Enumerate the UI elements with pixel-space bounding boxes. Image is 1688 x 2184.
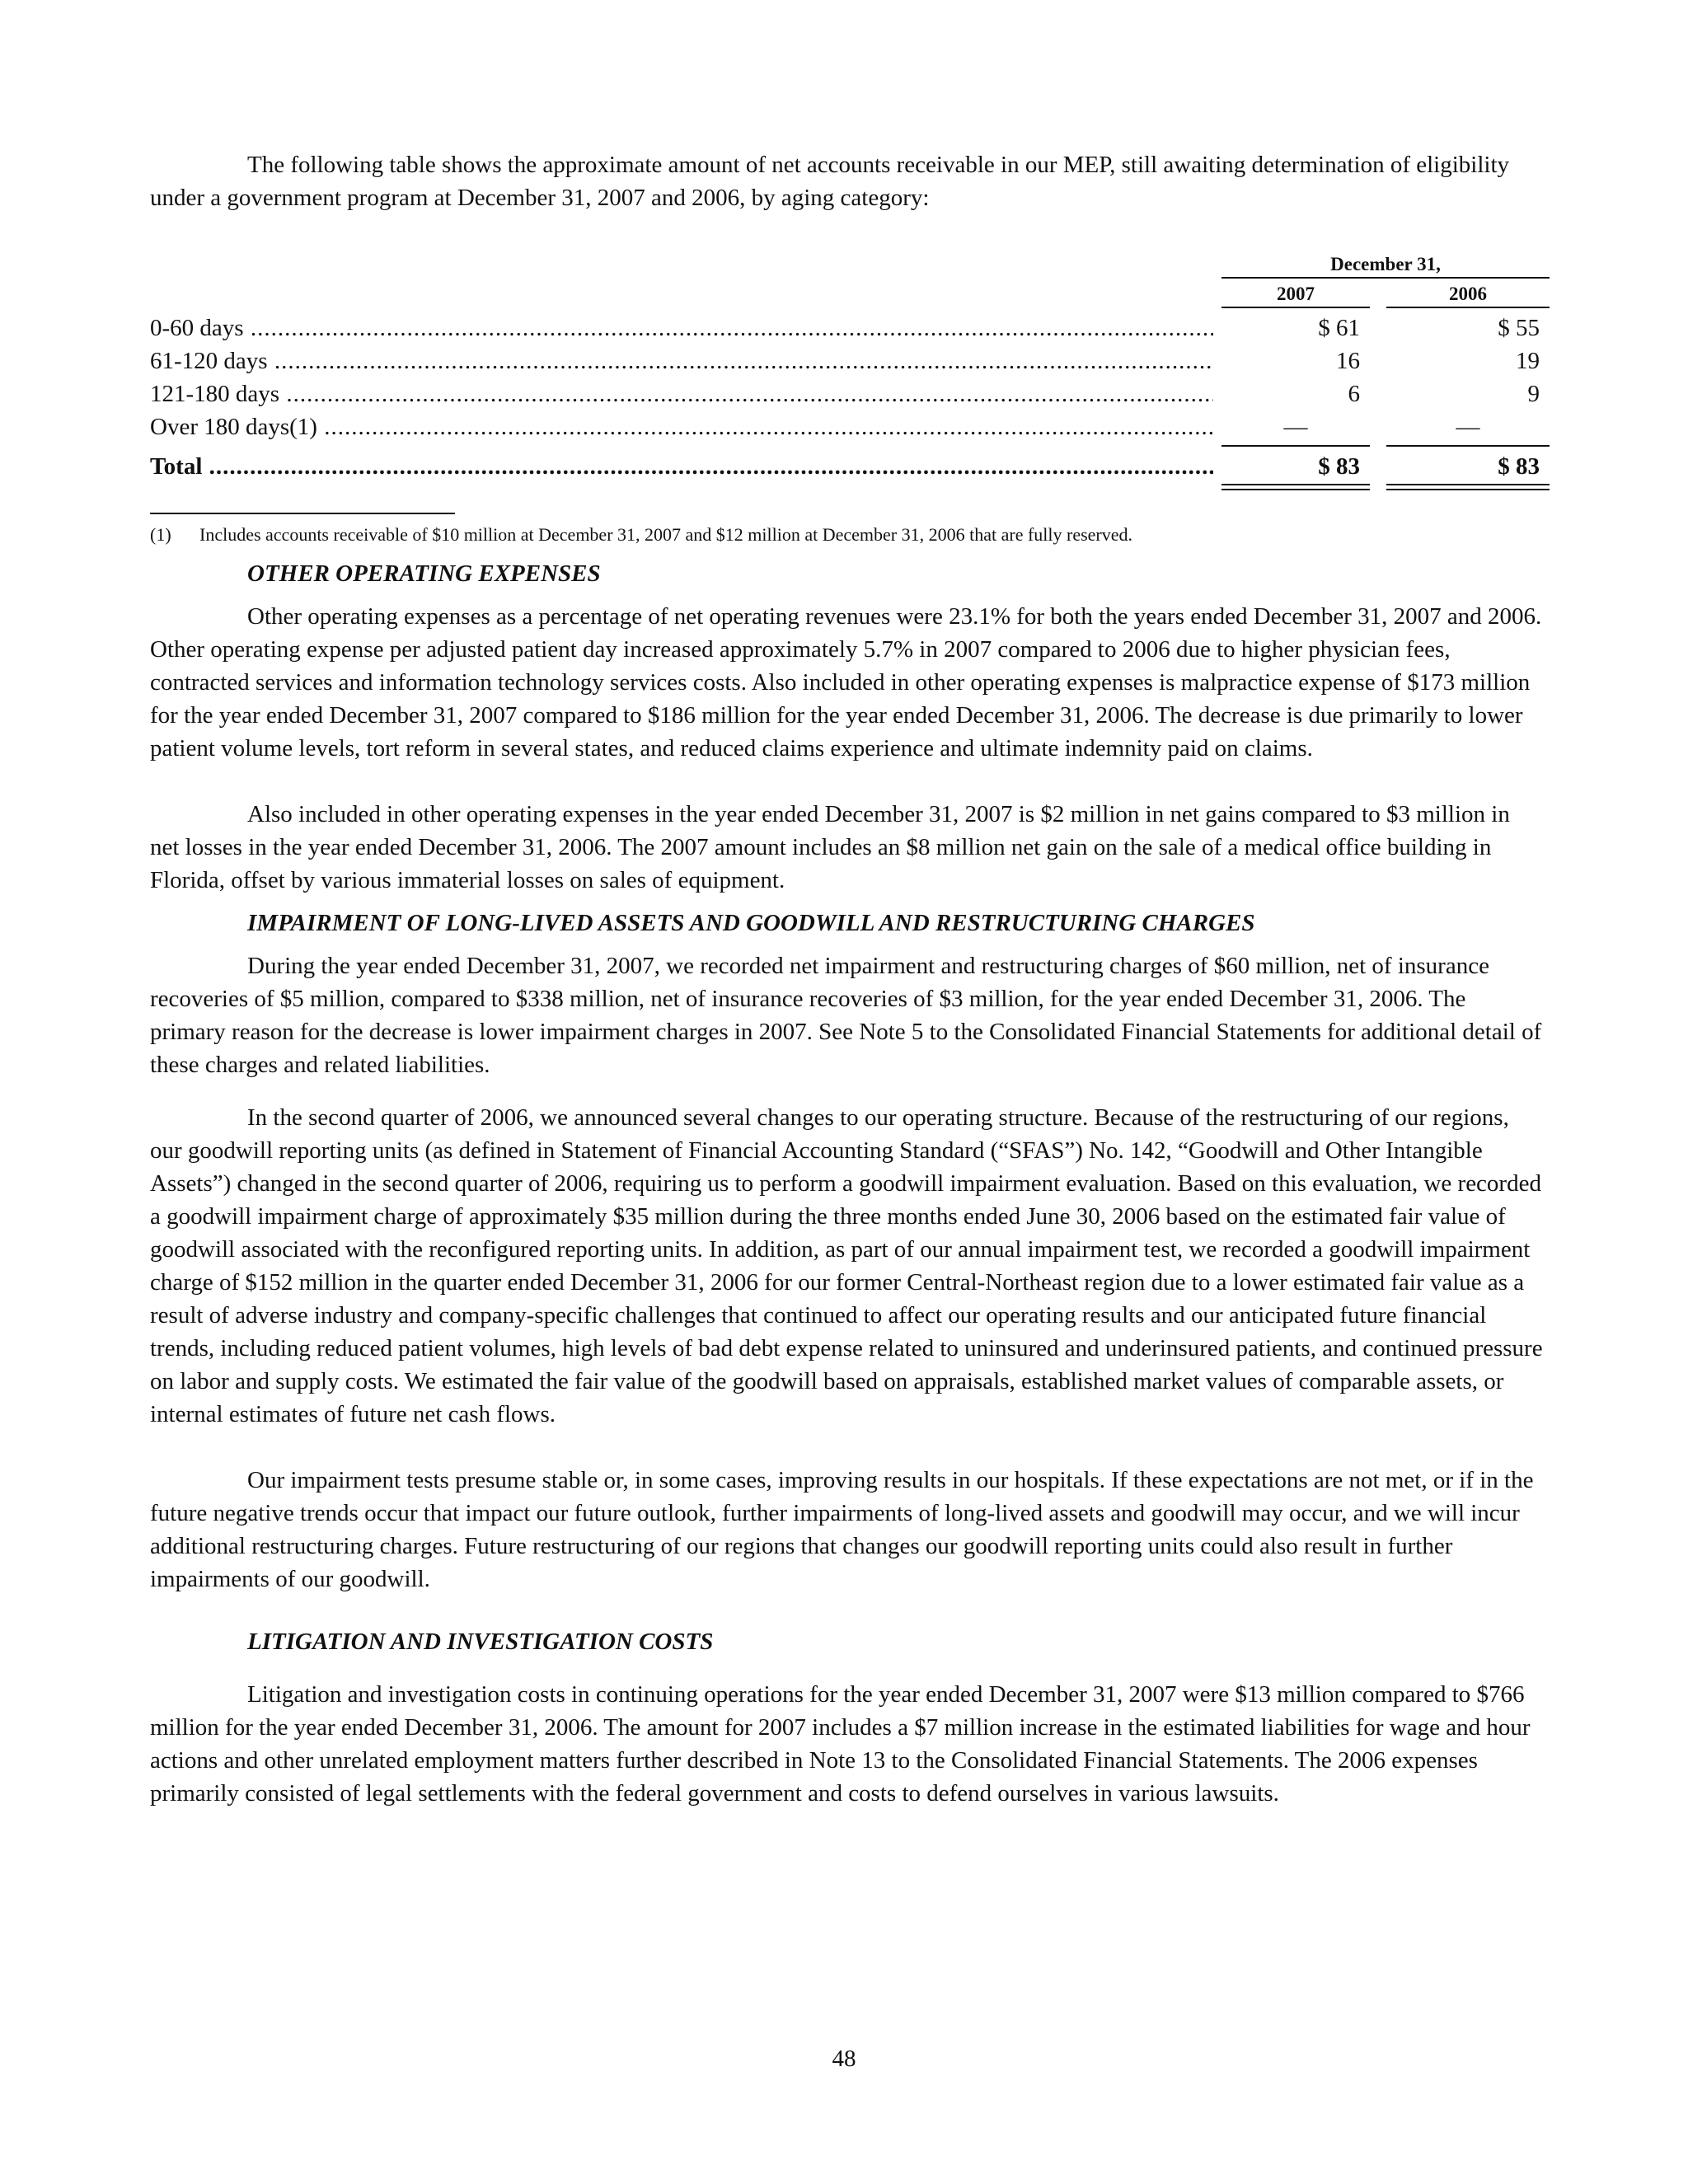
row-value-2007: 16 <box>1336 348 1360 374</box>
document-page <box>150 148 1543 1810</box>
paragraph-other-2: Also included in other operating expenses in the year ended December 31, 2007 is $2 million in net gains compared to $3 million in net losses in the year ended December 31, 2006. The 2007 amount includes an $8 million net gain on the sale of a medical office building in Florida, offset by various immaterial losses on sales of equipment. <box>150 801 1510 893</box>
table-row <box>150 377 1551 410</box>
footnote-rule <box>150 513 455 514</box>
aging-table <box>150 252 1543 491</box>
heading-impairment: IMPAIRMENT OF LONG-LIVED ASSETS AND GOODWILL AND RESTRUCTURING CHARGES <box>247 910 1255 936</box>
row-label: 61-120 days ..... <box>150 344 1213 377</box>
total-value-2006: $ 83 <box>1498 453 1540 480</box>
total-value-2007: $ 83 <box>1318 453 1360 480</box>
footnote <box>150 523 1543 547</box>
row-label: 0-60 days ..... <box>150 312 1213 344</box>
paragraph-impairment-2: In the second quarter of 2006, we announced several changes to our operating structure. Because of the restructuring of our regions, our goodwill reporting units (as defined in Statement of Financial Accounting Standard (“SFAS”) No. 142, “Goodwill and Other Intangible Assets”) changed in the second quarter of 2006, requiring us to perform a goodwill impairment evaluation. Based on this evaluation, we recorded a goodwill impairment charge of approximately $35 million during the three months ended June 30, 2006 based on the estimated fair value of goodwill associated with the reconfigured reporting units. In addition, as part of our annual impairment test, we recorded a goodwill impairment charge of $152 million in the quarter ended December 31, 2006 for our former Central-Northeast region due to a lower estimated fair value as a result of adverse industry and company-specific challenges that continued to affect our operating results and our anticipated future financial trends, including reduced patient volumes, high levels of bad debt expense related to uninsured and underinsured patients, and continued pressure on labor and supply costs. We estimated the fair value of the goodwill based on appraisals, established market values of comparable assets, or internal estimates of future net cash flows. <box>150 1104 1543 1427</box>
footnote-text: Includes accounts receivable of $10 million at December 31, 2007 and $12 million at December 31, 2006 that are fully reserved. <box>199 524 1133 545</box>
table-group-header: December 31, <box>1221 252 1550 279</box>
row-label: Over 180 days(1) ..... <box>150 410 1213 443</box>
row-value-2007: $ 61 <box>1318 315 1360 341</box>
table-total-row <box>150 450 1551 483</box>
row-value-2006: 9 <box>1527 381 1540 407</box>
total-double-rule-2006 <box>1386 484 1550 490</box>
total-double-rule-2007 <box>1221 484 1370 490</box>
row-value-2007: 6 <box>1348 381 1360 407</box>
page-number: 48 <box>832 2046 856 2072</box>
subtotal-rule-2006 <box>1386 445 1550 447</box>
heading-litigation: LITIGATION AND INVESTIGATION COSTS <box>247 1629 714 1655</box>
heading-other-operating-expenses: OTHER OPERATING EXPENSES <box>247 560 601 587</box>
column-header-2006: 2006 <box>1386 282 1550 308</box>
footnote-number: (1) <box>150 524 171 545</box>
row-value-2006: — <box>1456 414 1480 440</box>
paragraph-other-1: Other operating expenses as a percentage of net operating revenues were 23.1% for both the years ended December 31, 2007 and 2006. Other operating expense per adjusted patient day increased approximately 5.7% in 2007 compared to 2006 due to higher physician fees, contracted services and information technology services costs. Also included in other operating expenses is malpractice expense of $173 million for the year ended December 31, 2007 compared to $186 million for the year ended December 31, 2006. The decrease is due primarily to lower patient volume levels, tort reform in several states, and reduced claims experience and ultimate indemnity paid on claims. <box>150 603 1542 762</box>
row-value-2006: 19 <box>1516 348 1540 374</box>
footnote-block <box>150 513 1543 547</box>
intro-paragraph: The following table shows the approximate amount of net accounts receivable in our MEP, still awaiting determination of eligibility under a government program at December 31, 2007 and 2006, by aging category: <box>150 152 1509 211</box>
table-row <box>150 312 1551 344</box>
subtotal-rule-2007 <box>1221 445 1370 447</box>
row-value-2007: — <box>1283 414 1308 440</box>
column-header-2007: 2007 <box>1221 282 1370 308</box>
paragraph-impairment-3: Our impairment tests presume stable or, in some cases, improving results in our hospitals. If these expectations are not met, or if in the future negative trends occur that impact our future outlook, further impairments of long-lived assets and goodwill may occur, and we will incur additional restructuring charges. Future restructuring of our regions that changes our goodwill reporting units could also result in further impairments of our goodwill. <box>150 1467 1534 1592</box>
paragraph-litigation-1: Litigation and investigation costs in continuing operations for the year ended December 31, 2007 were $13 million compared to $766 million for the year ended December 31, 2006. The amount for 2007 includes a $7 million increase in the estimated liabilities for wage and hour actions and other unrelated employment matters further described in Note 13 to the Consolidated Financial Statements. The 2006 expenses primarily consisted of legal settlements with the federal government and costs to defend ourselves in various lawsuits. <box>150 1681 1531 1807</box>
row-value-2006: $ 55 <box>1498 315 1540 341</box>
table-row <box>150 344 1551 377</box>
row-label: 121-180 days ..... <box>150 377 1213 410</box>
paragraph-impairment-1: During the year ended December 31, 2007, we recorded net impairment and restructuring charges of $60 million, net of insurance recoveries of $5 million, compared to $338 million, net of insurance recoveries of $3 million, for the year ended December 31, 2006. The primary reason for the decrease is lower impairment charges in 2007. See Note 5 to the Consolidated Financial Statements for additional detail of these charges and related liabilities. <box>150 953 1542 1078</box>
total-label: Total ..... <box>150 450 1213 483</box>
table-row <box>150 410 1551 443</box>
